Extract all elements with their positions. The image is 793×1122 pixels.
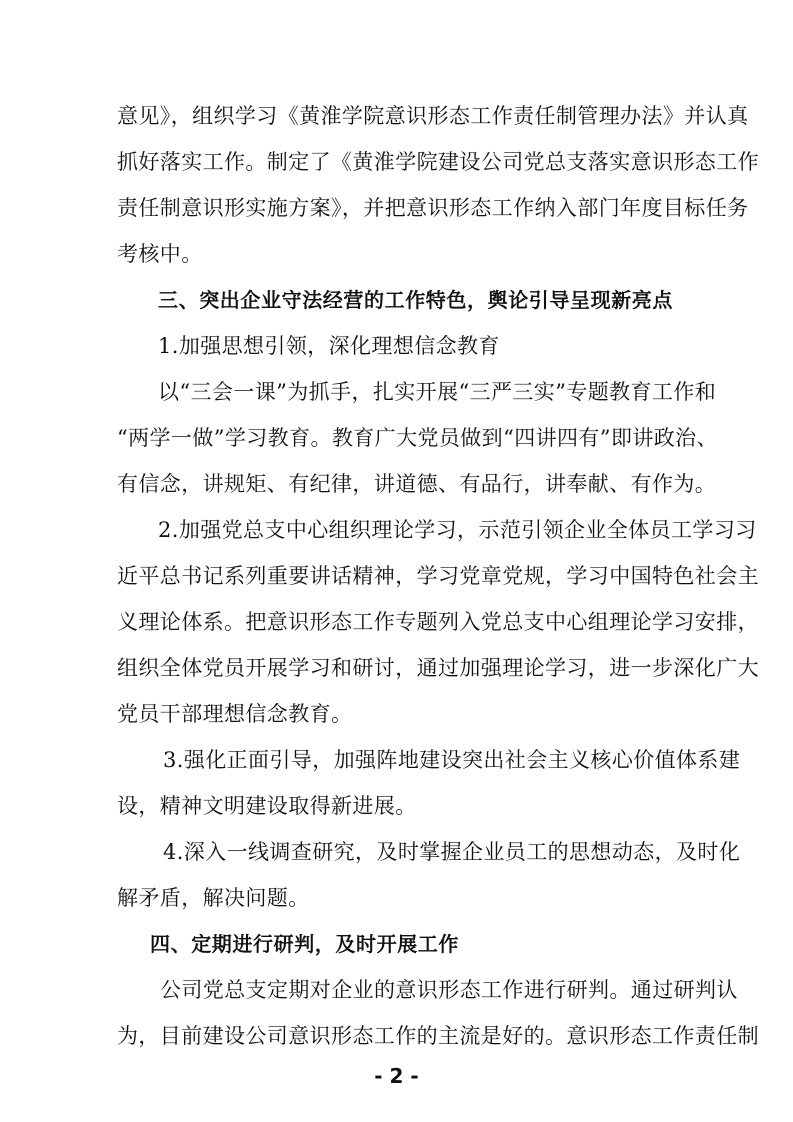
section-heading: 三、突出企业守法经营的工作特色，舆论引导呈现新亮点 xyxy=(158,288,673,312)
page-number: - 2 - xyxy=(374,1064,419,1088)
paragraph-line: 组织全体党员开展学习和研讨，通过加强理论学习，进一步深化广大 xyxy=(117,656,759,680)
paragraph-line: 解矛盾，解决问题。 xyxy=(117,886,310,910)
paragraph-line: 抓好落实工作。制定了《黄淮学院建设公司党总支落实意识形态工作 xyxy=(117,150,759,174)
paragraph-line: 设，精神文明建设取得新进展。 xyxy=(117,794,417,818)
paragraph-line: “两学一做”学习教育。教育广大党员做到“四讲四有”即讲政治、 xyxy=(117,426,718,450)
paragraph-line: 3.强化正面引导，加强阵地建设突出社会主义核心价值体系建 xyxy=(163,748,741,772)
paragraph-line: 4.深入一线调查研究，及时掌握企业员工的思想动态，及时化 xyxy=(163,840,741,864)
paragraph-line: 义理论体系。把意识形态工作专题列入党总支中心组理论学习安排， xyxy=(117,610,759,634)
paragraph-line: 近平总书记系列重要讲话精神，学习党章党规，学习中国特色社会主 xyxy=(117,564,759,588)
subsection-title: 1.加强思想引领，深化理想信念教育 xyxy=(158,334,500,358)
paragraph-line: 考核中。 xyxy=(117,242,203,266)
paragraph-line: 党员干部理想信念教育。 xyxy=(117,702,353,726)
paragraph-line: 公司党总支定期对企业的意识形态工作进行研判。通过研判认 xyxy=(160,978,738,1002)
paragraph-line: 以“三会一课”为抓手，扎实开展“三严三实”专题教育工作和 xyxy=(158,380,717,404)
paragraph-line: 责任制意识形实施方案》，并把意识形态工作纳入部门年度目标任务 xyxy=(117,196,749,220)
paragraph-line: 2.加强党总支中心组织理论学习，示范引领企业全体员工学习习 xyxy=(158,518,757,542)
paragraph-line: 有信念，讲规矩、有纪律，讲道德、有品行，讲奉献、有作为。 xyxy=(117,472,717,496)
paragraph-line: 意见》，组织学习《黄淮学院意识形态工作责任制管理办法》并认真 xyxy=(117,104,749,128)
section-heading: 四、定期进行研判，及时开展工作 xyxy=(150,932,459,956)
paragraph-line: 为，目前建设公司意识形态工作的主流是好的。意识形态工作责任制 xyxy=(117,1024,759,1048)
